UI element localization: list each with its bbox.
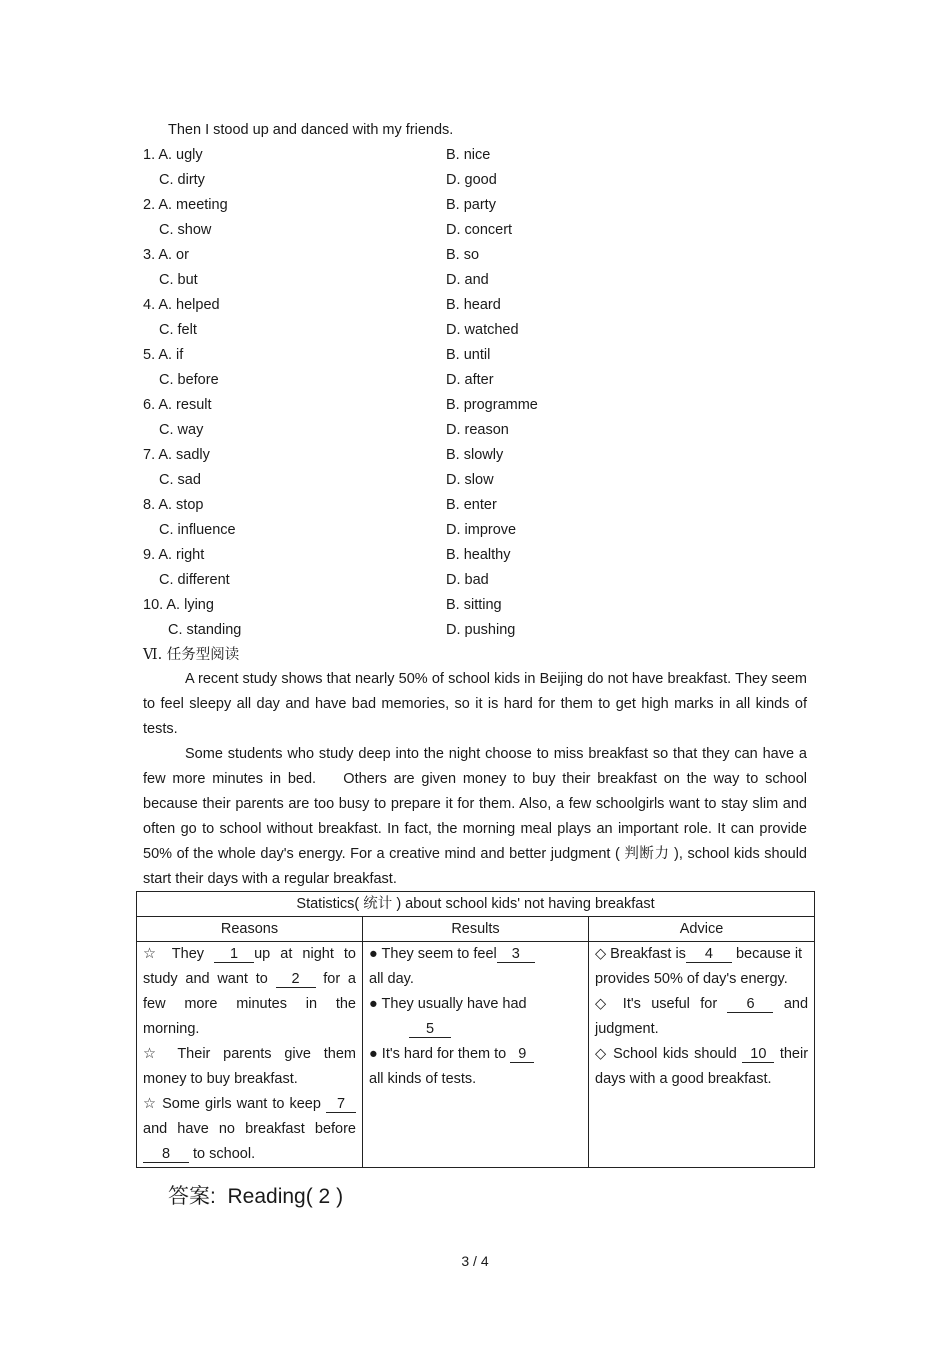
blank-10: 10 [742, 1046, 774, 1063]
option-10-b: B. sitting [446, 597, 502, 613]
result-1-text: ● They seem to feel [369, 946, 497, 962]
statistics-table [136, 891, 815, 1168]
advice-4-text: ◇ School kids should [595, 1046, 743, 1062]
option-4-b: B. heard [446, 297, 501, 313]
option-1-b: B. nice [446, 147, 491, 163]
blank-5: 5 [409, 1021, 451, 1038]
reason-4-text-cont: and have no breakfast before [143, 1121, 356, 1137]
option-8-b: B. enter [446, 497, 497, 513]
reason-4-text: ☆ Some girls want to keep [143, 1096, 326, 1112]
reason-1-text-cont: up at night to study and want to [143, 946, 356, 987]
advice-1-text: ◇ Breakfast is [595, 946, 686, 962]
answer-title: 答案: Reading( 2 ) [168, 1185, 344, 1208]
result-3-text-cont: all kinds of tests. [369, 1071, 477, 1087]
option-2-a: 2. A. meeting [143, 197, 228, 213]
reason-3-text: ☆ Their parents give them money to buy breakfast. [143, 1046, 356, 1087]
option-4-a: 4. A. helped [143, 297, 220, 313]
option-6-b: B. programme [446, 397, 538, 413]
reading-passage [143, 667, 807, 892]
option-1-a: 1. A. ugly [143, 147, 203, 163]
option-6-c: C. way [159, 422, 204, 438]
passage-paragraph-1: A recent study shows that nearly 50% of school kids in Beijing do not have breakfast. They seem to feel sleepy all day and have bad memories, so it is hard for them to get high marks in all kinds of tests. [143, 671, 807, 737]
option-2-d: D. concert [446, 222, 513, 238]
result-3-text: ● It's hard for them to [369, 1046, 511, 1062]
option-3-b: B. so [446, 247, 480, 263]
reason-2-text: for a few more minutes in the morning. [143, 971, 356, 1037]
option-3-d: D. and [446, 272, 489, 288]
option-5-b: B. until [446, 347, 491, 363]
intro-line: Then I stood up and danced with my friends. [168, 122, 454, 138]
option-9-c: C. different [159, 572, 230, 588]
option-7-b: B. slowly [446, 447, 504, 463]
option-5-d: D. after [446, 372, 494, 388]
option-10-c: C. standing [168, 622, 242, 638]
option-4-c: C. felt [159, 322, 197, 338]
blank-3: 3 [497, 946, 535, 963]
blank-2: 2 [276, 971, 316, 988]
option-9-a: 9. A. right [143, 547, 205, 563]
section-heading: Ⅵ. 任务型阅读 [143, 647, 240, 663]
option-1-c: C. dirty [159, 172, 205, 188]
advice-3-text-cont: and judgment. [595, 996, 809, 1037]
option-8-a: 8. A. stop [143, 497, 204, 513]
blank-9: 9 [510, 1046, 534, 1063]
advice-4-text-cont: their days with a good breakfast. [595, 1046, 809, 1087]
option-2-c: C. show [159, 222, 212, 238]
blank-4: 4 [686, 946, 732, 963]
blank-6: 6 [727, 996, 773, 1013]
option-10-a: 10. A. lying [143, 597, 214, 613]
header-advice: Advice [589, 917, 815, 942]
result-1-text-cont: all day. [369, 971, 414, 987]
option-6-d: D. reason [446, 422, 509, 438]
option-7-d: D. slow [446, 472, 494, 488]
option-5-a: 5. A. if [143, 347, 184, 363]
reason-5-text: to school. [189, 1146, 256, 1162]
option-8-d: D. improve [446, 522, 517, 538]
page-number: 3 / 4 [461, 1253, 489, 1269]
reason-1-text: ☆ They [143, 946, 215, 962]
blank-8: 8 [143, 1146, 189, 1163]
option-2-b: B. party [446, 197, 496, 213]
option-3-c: C. but [159, 272, 198, 288]
advice-3-text: ◇ It's useful for [595, 996, 728, 1012]
reasons-cell [137, 942, 363, 1168]
advice-1-text-cont: because it [731, 946, 803, 962]
advice-cell [589, 942, 815, 1168]
passage-paragraph-2: Some students who study deep into the night choose to miss breakfast so that they can have a few more minutes in bed. Others are given money to buy their breakfast on the way to school because their parents are too busy to prepare it for them. Also, a few schoolgirls want to stay slim and often go to school without breakfast. In fact, the morning meal plays an important role. It can provide 50% of the whole day's energy. For a creative mind and better judgment ( 判断力 ), school kids should start their days with a regular breakfast. [143, 746, 807, 887]
option-9-b: B. healthy [446, 547, 511, 563]
option-1-d: D. good [446, 172, 497, 188]
option-4-d: D. watched [446, 322, 519, 338]
option-9-d: D. bad [446, 572, 489, 588]
option-6-a: 6. A. result [143, 397, 212, 413]
results-cell [363, 942, 589, 1168]
advice-2-text: provides 50% of day's energy. [595, 971, 788, 987]
option-3-a: 3. A. or [143, 247, 189, 263]
option-10-d: D. pushing [446, 622, 516, 638]
option-8-c: C. influence [159, 522, 236, 538]
header-results: Results [363, 917, 589, 942]
blank-7: 7 [326, 1096, 356, 1113]
option-7-a: 7. A. sadly [143, 447, 210, 463]
table-title: Statistics( 统计 ) about school kids' not having breakfast [137, 892, 815, 917]
blank-1: 1 [214, 946, 254, 963]
option-5-c: C. before [159, 372, 219, 388]
result-2-text: ● They usually have had [369, 996, 527, 1012]
header-reasons: Reasons [137, 917, 363, 942]
option-7-c: C. sad [159, 472, 201, 488]
